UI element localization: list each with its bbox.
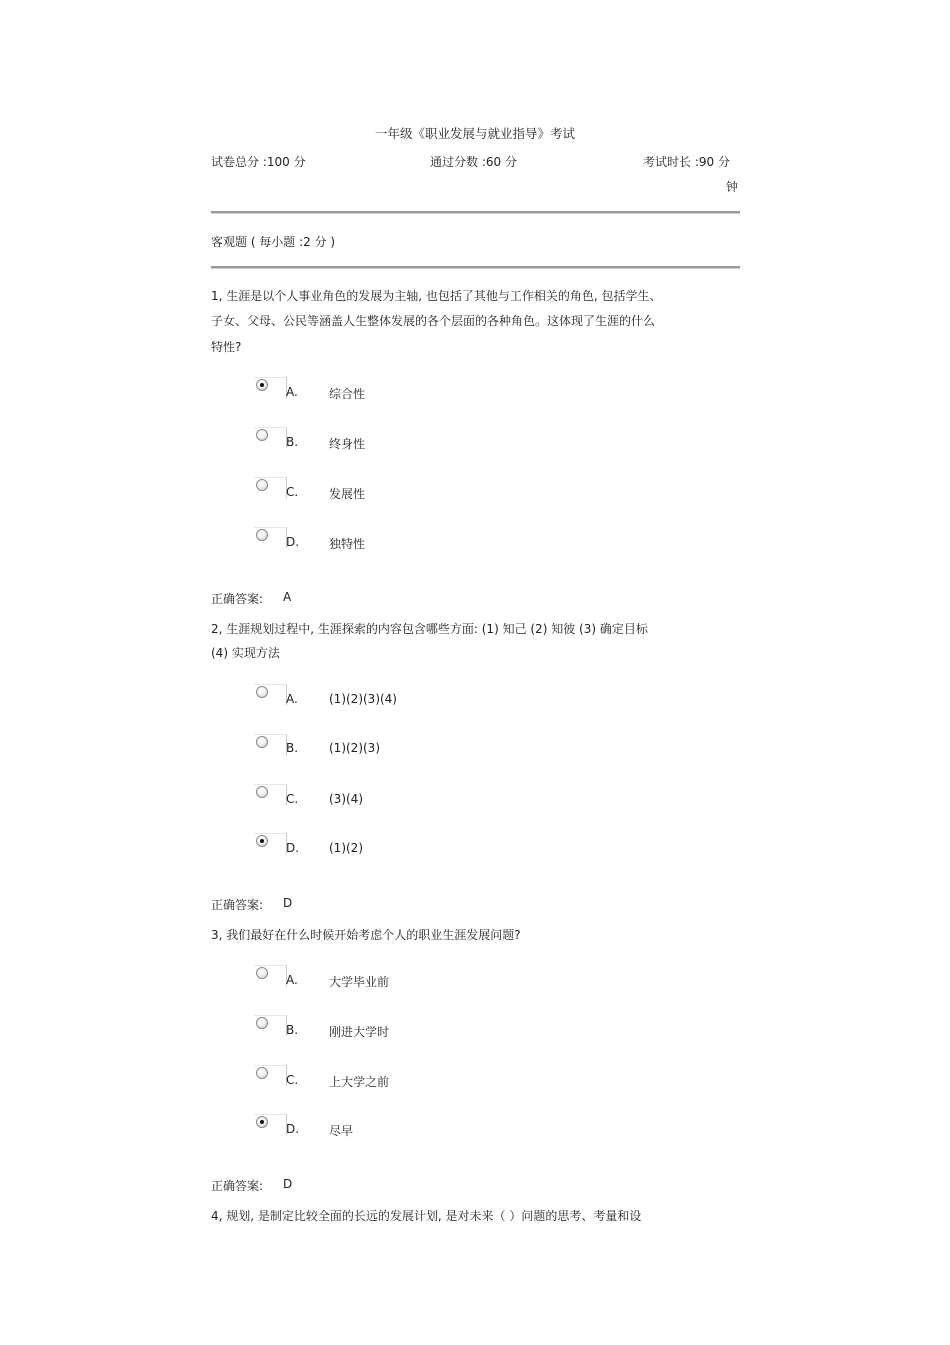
option-text: 独特性 [329, 537, 366, 551]
option-letter: D. [286, 535, 300, 549]
radio-button[interactable] [256, 479, 268, 491]
option-text: 尽早 [329, 1124, 354, 1138]
option-text: (1)(2)(3) [329, 741, 380, 755]
option-letter: C. [286, 792, 299, 806]
radio-button[interactable] [256, 686, 268, 698]
radio-button-selected[interactable] [256, 1116, 268, 1128]
option-text: 发展性 [329, 487, 366, 501]
total-score: 试卷总分 :100 分 [211, 155, 306, 169]
divider [211, 211, 740, 214]
radio-button[interactable] [256, 429, 268, 441]
option-letter: A. [286, 973, 298, 987]
exam-duration: 考试时长 :90 分 [643, 155, 730, 169]
radio-button-selected[interactable] [256, 379, 268, 391]
answer-label: 正确答案: [211, 592, 264, 606]
option-text: 上大学之前 [329, 1075, 390, 1089]
option-letter: B. [286, 435, 299, 449]
radio-button[interactable] [256, 1067, 268, 1079]
answer-label: 正确答案: [211, 1179, 264, 1193]
pass-score: 通过分数 :60 分 [430, 155, 517, 169]
answer-value: D [283, 896, 293, 910]
option-text: 终身性 [329, 437, 366, 451]
question-text-line: 子女、父母、公民等涵盖人生整体发展的各个层面的各种角色。这体现了生涯的什么 [211, 314, 656, 328]
option-text: 综合性 [329, 387, 366, 401]
exam-duration-unit: 钟 [726, 180, 739, 194]
radio-button[interactable] [256, 529, 268, 541]
radio-button[interactable] [256, 1017, 268, 1029]
option-text: 大学毕业前 [329, 975, 390, 989]
question-text-line: 3, 我们最好在什么时候开始考虑个人的职业生涯发展问题? [211, 928, 521, 942]
question-text-line: 特性? [211, 340, 242, 354]
question-text-line: 1, 生涯是以个人事业角色的发展为主轴, 也包括了其他与工作相关的角色, 包括学生、 [211, 289, 662, 303]
answer-label: 正确答案: [211, 898, 264, 912]
radio-button[interactable] [256, 967, 268, 979]
radio-button-selected[interactable] [256, 835, 268, 847]
answer-value: D [283, 1177, 293, 1191]
section-heading: 客观题 ( 每小题 :2 分 ) [211, 235, 336, 249]
radio-button[interactable] [256, 786, 268, 798]
answer-value: A [283, 590, 292, 604]
question-text-line: 2, 生涯规划过程中, 生涯探索的内容包含哪些方面: (1) 知己 (2) 知彼 (3) 确定目标 [211, 622, 648, 636]
option-letter: B. [286, 1023, 299, 1037]
option-letter: C. [286, 485, 299, 499]
option-text: (3)(4) [329, 792, 363, 806]
option-text: 刚进大学时 [329, 1025, 390, 1039]
option-text: (1)(2) [329, 841, 363, 855]
radio-button[interactable] [256, 736, 268, 748]
option-letter: A. [286, 385, 298, 399]
option-letter: A. [286, 692, 298, 706]
question-text-line: 4, 规划, 是制定比较全面的长远的发展计划, 是对未来（ ）问题的思考、考量和设 [211, 1209, 642, 1223]
option-letter: D. [286, 1122, 300, 1136]
exam-title: 一年级《职业发展与就业指导》考试 [374, 126, 575, 141]
divider [211, 266, 740, 269]
option-letter: B. [286, 741, 299, 755]
question-text-line: (4) 实现方法 [211, 646, 280, 660]
option-letter: D. [286, 841, 300, 855]
option-text: (1)(2)(3)(4) [329, 692, 397, 706]
option-letter: C. [286, 1073, 299, 1087]
